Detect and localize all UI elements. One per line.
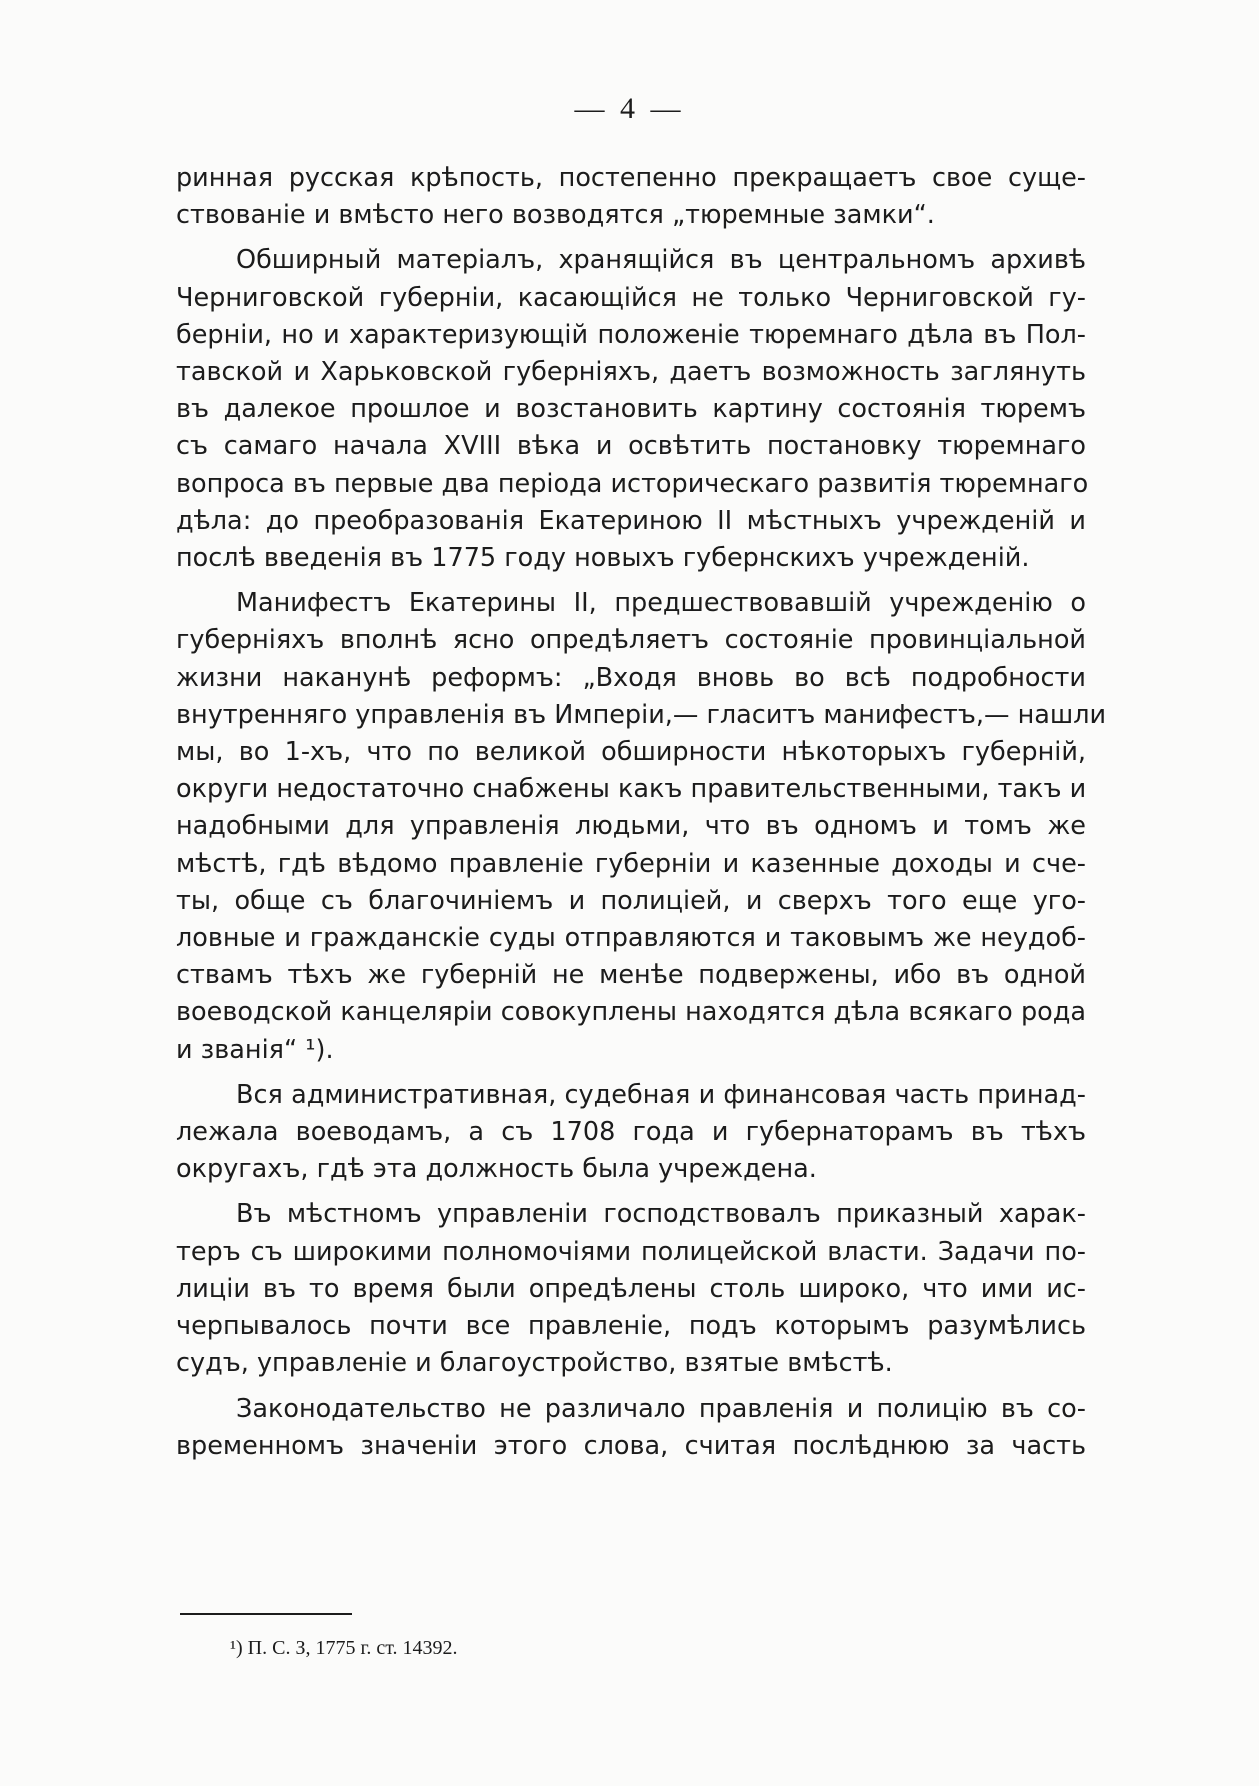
text-line: черпывалось почти все правленіе, подъ которымъ разумѣлись [176, 1311, 1086, 1342]
paragraph [176, 160, 1086, 234]
footnote: ¹) П. С. З, 1775 г. ст. 14392. [230, 1637, 458, 1659]
text-line: лежала воеводамъ, а съ 1708 года и губернаторамъ въ тѣхъ [176, 1117, 1086, 1148]
page-number: — 4 — [574, 92, 685, 125]
text-line: мы, во 1-хъ, что по великой обширности нѣкоторыхъ губерній, [176, 737, 1086, 768]
text-line: ловные и гражданскіе суды отправляются и таковымъ же неудоб- [176, 923, 1086, 954]
text-line: вопроса въ первые два періода историческаго развитія тюремнаго [176, 468, 1089, 499]
text-line: Обширный матеріалъ, хранящійся въ центральномъ архивѣ [236, 245, 1086, 276]
text-line: судъ, управленіе и благоустройство, взятые вмѣстѣ. [176, 1348, 893, 1379]
paragraph [176, 242, 1089, 577]
text-line: Въ мѣстномъ управленіи господствовалъ приказный харак- [236, 1199, 1086, 1230]
text-line: съ самаго начала XVIII вѣка и освѣтить постановку тюремнаго [176, 431, 1086, 462]
text-line: тавской и Харьковской губерніяхъ, даетъ возможность заглянуть [176, 357, 1086, 388]
text-line: ринная русская крѣпость, постепенно прекращаетъ свое суще- [176, 163, 1086, 193]
text-line: послѣ введенія въ 1775 году новыхъ губернскихъ учрежденій. [176, 543, 1030, 574]
paragraph [176, 585, 1107, 1069]
text-line: жизни наканунѣ реформъ: „Входя вновь во всѣ подробности [176, 662, 1086, 693]
text-line: Вся административная, судебная и финансовая часть принад- [236, 1079, 1086, 1110]
text-line: губерніяхъ вполнѣ ясно опредѣляетъ состояніе провинціальной [176, 625, 1086, 656]
text-line: ствамъ тѣхъ же губерній не менѣе подвержены, ибо въ одной [176, 960, 1086, 991]
text-line: округи недостаточно снабжены какъ правительственными, такъ и [176, 774, 1087, 805]
text-line: и званія“ ¹). [176, 1034, 334, 1065]
paragraph [176, 1391, 1086, 1465]
footnote-separator [180, 1613, 352, 1615]
text-line: надобными для управленія людьми, что въ одномъ и томъ же [176, 811, 1086, 842]
paragraph [176, 1196, 1086, 1382]
text-line: берніи, но и характеризующій положеніе тюремнаго дѣла въ Пол- [176, 319, 1086, 350]
text-line: внутренняго управленія въ Имперіи,— гласитъ манифестъ,— нашли [176, 699, 1107, 730]
text-line: временномъ значеніи этого слова, считая послѣднюю за часть [176, 1430, 1086, 1461]
text-line: теръ съ широкими полномочіями полицейской власти. Задачи по- [176, 1236, 1086, 1267]
text-line: Манифестъ Екатерины II, предшествовавшій учрежденію о [236, 588, 1086, 619]
text-line: воеводской канцеляріи совокуплены находятся дѣла всякаго рода [176, 997, 1086, 1028]
body-text [176, 160, 1107, 1465]
text-line: въ далекое прошлое и возстановить картину состоянія тюремъ [176, 394, 1086, 425]
text-line: ты, обще съ благочиніемъ и полиціей, и сверхъ того еще уго- [176, 885, 1086, 916]
text-line: лиціи въ то время были опредѣлены столь широко, что ими ис- [176, 1273, 1086, 1304]
paragraph [176, 1077, 1086, 1189]
text-line: мѣстѣ, гдѣ вѣдомо правленіе губерніи и казенные доходы и сче- [176, 848, 1086, 879]
text-line: дѣла: до преобразованія Екатериною II мѣстныхъ учрежденій и [176, 505, 1086, 536]
text-line: ствованіе и вмѣсто него возводятся „тюремные замки“. [176, 200, 935, 231]
text-line: округахъ, гдѣ эта должность была учреждена. [176, 1154, 817, 1185]
text-line: Законодательство не различало правленія и полицію въ со- [236, 1393, 1086, 1424]
text-line: Черниговской губерніи, касающійся не только Черниговской гу- [176, 282, 1086, 313]
